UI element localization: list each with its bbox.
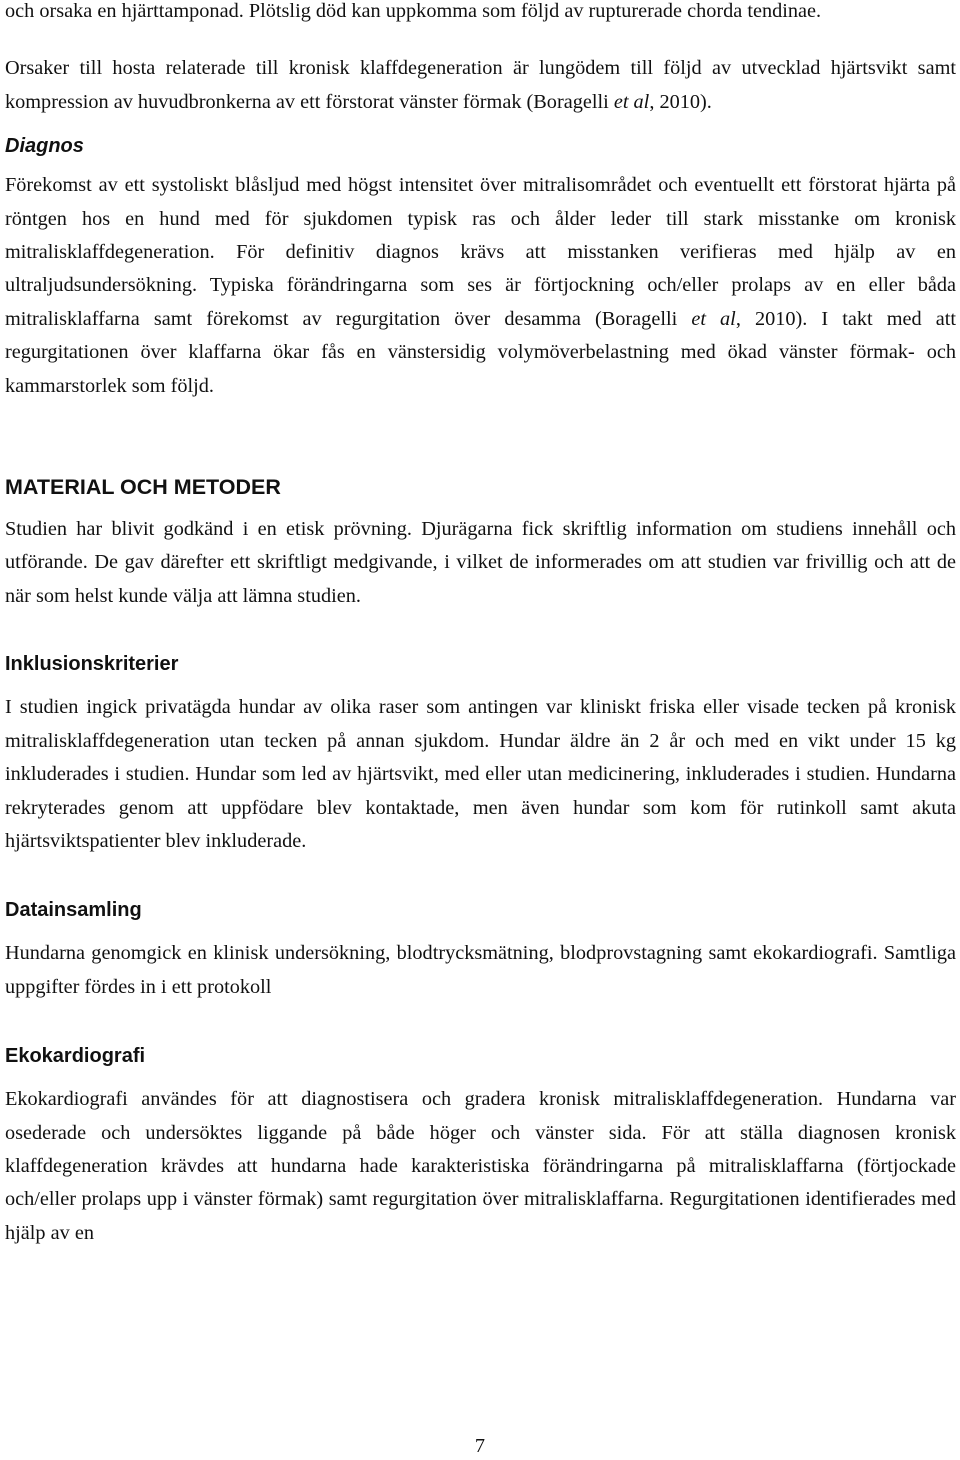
inklusionskriterier-heading: Inklusionskriterier [5,653,179,676]
diagnos-text: Förekomst av ett systoliskt blåsljud med högst intensitet över mitralisområdet och eventuellt ett förstorat hjärta på röntgen hos en hund med för sjukdomen typisk ras och ålder leder till stark misstanke om kronisk mitralisklaffdegeneration. För definitiv diagnos krävs att misstanken verifieras med hjälp av en ultraljudsundersökning. Typiska förändringarna som ses är förtjockning och/eller prolaps av en eller båda mitralisklaffarna samt förekomst av regurgitation över desamma (Boragelli [5,174,956,330]
diagnos-paragraph [5,169,956,403]
page-number: 7 [474,1435,486,1457]
datainsamling-heading: Datainsamling [5,899,142,922]
ekokardiografi-paragraph: Ekokardiografi användes för att diagnostisera och gradera kronisk mitralisklaffdegeneration. Hundarna var osederade och undersöktes liggande på både höger och vänster sida. För att ställa diagnosen kronisk klaffdegeneration krävdes att hundarna hade karakteristiska förändringarna på mitralisklaffarna (förtjockade och/eller prolaps upp i vänster förmak) samt regurgitation över mitralisklaffarna. Regurgitationen identifierades med hjälp av en [5,1088,956,1244]
cough-causes-paragraph [5,52,956,119]
citation-et-al: et al [691,307,736,330]
ekokardiografi-heading: Ekokardiografi [5,1045,146,1068]
cough-causes-text: Orsaker till hosta relaterade till kronisk klaffdegeneration är lungödem till följd av utvecklad hjärtsvikt samt kompression av huvudbronkerna av ett förstorat vänster förmak (Boragelli [5,57,956,113]
diagnos-heading: Diagnos [5,135,84,158]
citation-et-al: et al [613,90,650,113]
continuation-paragraph: och orsaka en hjärttamponad. Plötslig död kan uppkomma som följd av rupturerade chorda tendinae. [5,0,822,22]
citation-year: , 2010). [649,90,712,113]
document-page [5,0,956,1250]
material-paragraph: Studien har blivit godkänd i en etisk prövning. Djurägarna fick skriftlig information om studiens innehåll och utförande. De gav därefter ett skriftligt medgivande, i vilket de informerades om att studien var frivillig och att de när som helst kunde välja att lämna studien. [5,518,956,607]
inklusionskriterier-paragraph: I studien ingick privatägda hundar av olika raser som antingen var kliniskt friska eller visade tecken på kronisk mitralisklaffdegeneration utan tecken på annan sjukdom. Hundar äldre än 2 år och med en vikt under 15 kg inkluderades i studien. Hundar som led av hjärtsvikt, med eller utan medicinering, inkluderades i studien. Hundarna rekryterades genom att uppfödare blev kontaktade, men även hundar som kom för rutinkoll samt akuta hjärtsviktspatienter blev inkluderade. [5,696,956,852]
datainsamling-paragraph: Hundarna genomgick en klinisk undersökning, blodtrycksmätning, blodprovstagning samt ekokardiografi. Samtliga uppgifter fördes in i ett protokoll [5,942,956,998]
diagnos-text-continued: , 2010). I takt med att regurgitationen över klaffarna ökar fås en vänstersidig volymöverbelastning med ökad vänster förmak- och kammarstorlek som följd. [5,307,957,397]
material-heading: MATERIAL OCH METODER [5,475,281,500]
